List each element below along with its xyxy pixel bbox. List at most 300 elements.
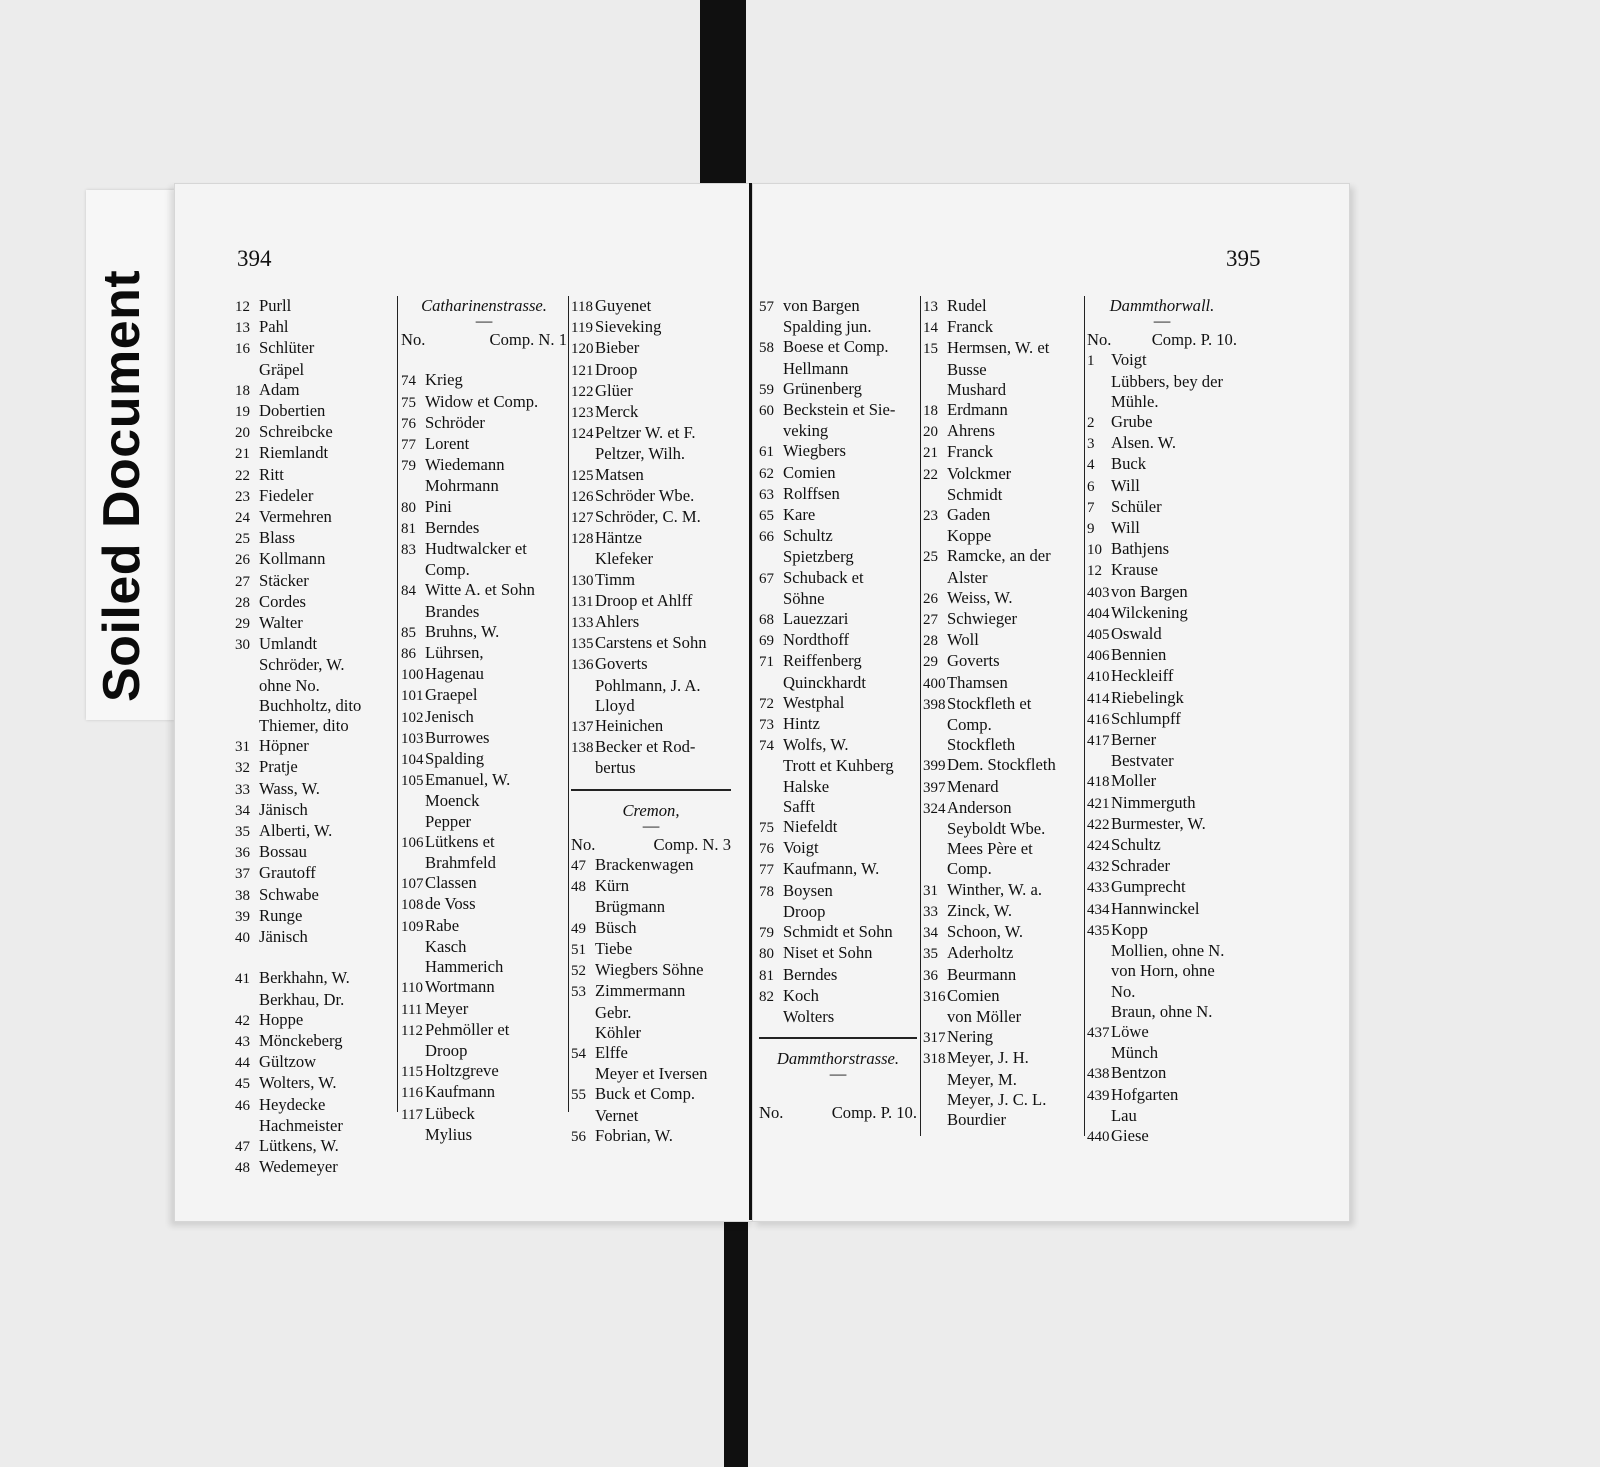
directory-entry: Peltzer, Wilh. [595, 444, 686, 464]
directory-entry [923, 630, 1083, 651]
house-number: 25 [923, 549, 938, 566]
directory-entry [401, 518, 567, 539]
directory-entry [235, 486, 395, 507]
house-number: 30 [235, 637, 250, 654]
company-header: No. Comp. P. 10. [759, 1103, 917, 1123]
resident-name: Meyer, J. H. [947, 1048, 1029, 1068]
company-header: No. Comp. N. 1 [401, 330, 567, 350]
directory-entry [923, 922, 1083, 943]
resident-name: Vermehren [259, 507, 332, 527]
house-number: 324 [923, 800, 946, 817]
directory-entry: Mees Père et [947, 839, 1033, 859]
resident-name: Heinichen [595, 716, 664, 736]
resident-name: Niefeldt [783, 817, 838, 837]
resident-name: Winther, W. a. [947, 879, 1042, 899]
house-number: 424 [1087, 838, 1110, 855]
directory-entry: Alster [947, 567, 988, 587]
house-number: 124 [571, 426, 594, 443]
directory-entry [759, 693, 917, 714]
directory-entry [923, 901, 1083, 922]
column-6-list [1087, 350, 1237, 1147]
directory-entry: Moenck [425, 791, 480, 811]
directory-entry [759, 735, 917, 756]
directory-entry [759, 441, 917, 462]
directory-entry [235, 571, 395, 592]
resident-name: Alsen. W. [1111, 433, 1176, 453]
directory-entry [1087, 920, 1237, 941]
house-number: 318 [923, 1051, 946, 1068]
resident-name: Anderson [947, 797, 1012, 817]
house-number: 128 [571, 531, 594, 548]
house-number: 62 [759, 465, 774, 482]
column-divider [1084, 296, 1085, 1136]
resident-name: Schwabe [259, 884, 319, 904]
resident-name: Purll [259, 296, 292, 315]
directory-entry [401, 539, 567, 560]
house-number: 414 [1087, 690, 1110, 707]
directory-entry [923, 505, 1083, 526]
house-number: 20 [923, 424, 938, 441]
house-number: 13 [923, 299, 938, 315]
house-number: 316 [923, 988, 946, 1005]
resident-name: Grautoff [259, 863, 316, 883]
house-number: 61 [759, 444, 774, 461]
resident-name: Gültzow [259, 1052, 317, 1072]
column-4-list [759, 296, 917, 1027]
house-number: 9 [1087, 521, 1095, 538]
section-rule [571, 789, 731, 791]
resident-name: Kürn [595, 876, 630, 896]
directory-entry [1087, 624, 1237, 645]
house-number: 36 [923, 967, 938, 984]
resident-name: von Bargen [783, 296, 860, 315]
house-number: 81 [401, 520, 416, 537]
directory-entry: Gräpel [259, 359, 305, 379]
resident-name: Zimmermann [595, 981, 686, 1001]
column-divider [568, 296, 569, 1112]
house-number: 75 [401, 394, 416, 411]
house-number: 400 [923, 675, 946, 692]
resident-name: Woll [947, 630, 979, 650]
directory-entry [1087, 1085, 1237, 1106]
house-number: 403 [1087, 584, 1110, 601]
house-number: 74 [401, 373, 416, 390]
directory-entry [923, 986, 1083, 1007]
resident-name: Schuback et [783, 567, 864, 587]
directory-entry: Gebr. [595, 1002, 632, 1022]
directory-entry [759, 400, 917, 421]
directory-entry [401, 977, 567, 998]
directory-entry [571, 381, 731, 402]
resident-name: Zinck, W. [947, 900, 1012, 920]
binding-clip-bottom [724, 1215, 748, 1467]
directory-entry [1087, 899, 1237, 920]
house-number: 439 [1087, 1087, 1110, 1104]
house-number: 399 [923, 758, 946, 775]
resident-name: Wiedemann [425, 455, 505, 475]
directory-entry: Meyer, M. [947, 1069, 1017, 1089]
directory-entry: von Möller [947, 1006, 1022, 1026]
resident-name: Jänisch [259, 927, 308, 947]
house-number: 80 [401, 499, 416, 516]
resident-name: Nimmerguth [1111, 792, 1196, 812]
house-number: 57 [759, 299, 774, 315]
house-number: 65 [759, 508, 774, 525]
directory-entry: Mollien, ohne N. [1111, 941, 1225, 961]
directory-entry [923, 880, 1083, 901]
resident-name: Stockfleth et [947, 693, 1032, 713]
house-number: 56 [571, 1128, 586, 1145]
resident-name: Höpner [259, 736, 309, 756]
house-number: 106 [401, 834, 424, 851]
resident-name: Krieg [425, 370, 463, 390]
resident-name: Hannwinckel [1111, 898, 1200, 918]
street-heading: Dammthorstrasse. [776, 1049, 900, 1069]
resident-name: Rabe [425, 915, 460, 935]
directory-entry: Spalding jun. [783, 317, 872, 337]
house-number: 23 [235, 488, 250, 505]
directory-entry [235, 1136, 395, 1157]
house-number: 418 [1087, 774, 1110, 791]
resident-name: Comien [783, 462, 836, 482]
directory-entry [1087, 350, 1237, 371]
resident-name: Gaden [947, 505, 991, 525]
directory-entry [401, 622, 567, 643]
directory-entry [235, 885, 395, 906]
directory-entry [1087, 856, 1237, 877]
resident-name: Lauezzari [783, 609, 849, 629]
column-divider [920, 296, 921, 1136]
directory-entry [571, 716, 731, 737]
directory-entry [759, 651, 917, 672]
house-number: 63 [759, 486, 774, 503]
resident-name: Franck [947, 317, 994, 337]
directory-entry [1087, 814, 1237, 835]
house-number: 6 [1087, 478, 1095, 495]
page-number-left: 394 [237, 246, 272, 271]
resident-name: Sieveking [595, 317, 662, 337]
house-number: 53 [571, 984, 586, 1001]
resident-name: Wiegbers Söhne [595, 960, 704, 980]
resident-name: Wass, W. [259, 778, 320, 798]
resident-name: Lütkens, W. [259, 1135, 339, 1155]
house-number: 100 [401, 667, 424, 684]
directory-entry [759, 505, 917, 526]
house-number: 27 [235, 573, 250, 590]
resident-name: Schultz [783, 526, 833, 546]
house-number: 77 [401, 437, 416, 454]
directory-entry [401, 455, 567, 476]
directory-entry [571, 1084, 731, 1105]
directory-entry [401, 770, 567, 791]
directory-entry [571, 507, 731, 528]
directory-entry: Hellmann [783, 358, 849, 378]
house-number: 109 [401, 918, 424, 935]
resident-name: Grünenberg [783, 378, 862, 398]
house-number: 121 [571, 362, 594, 379]
directory-entry [759, 943, 917, 964]
directory-entry [571, 633, 731, 654]
directory-entry [401, 413, 567, 434]
directory-entry [401, 580, 567, 601]
directory-entry [923, 798, 1083, 819]
house-number: 15 [923, 341, 938, 358]
binding-clip-top [700, 0, 746, 186]
house-number: 13 [235, 320, 250, 337]
directory-entry [401, 664, 567, 685]
directory-entry: von Horn, ohne [1111, 961, 1215, 981]
directory-entry [1087, 560, 1237, 581]
directory-entry [571, 981, 731, 1002]
directory-entry: Droop [783, 901, 826, 921]
directory-entry [235, 443, 395, 464]
house-number: 404 [1087, 605, 1110, 622]
house-number: 49 [571, 920, 586, 937]
directory-entry [923, 694, 1083, 715]
directory-entry [759, 526, 917, 547]
resident-name: Will [1111, 518, 1140, 538]
resident-name: Voigt [783, 838, 819, 858]
house-number: 135 [571, 636, 594, 653]
directory-entry [1087, 645, 1237, 666]
house-number: 38 [235, 887, 250, 904]
directory-entry: Bourdier [947, 1109, 1006, 1129]
resident-name: Giese [1111, 1125, 1149, 1145]
directory-entry: Mushard [947, 379, 1006, 399]
directory-entry [759, 463, 917, 484]
column-5-list [923, 296, 1083, 1130]
directory-entry: Mühle. [1111, 391, 1159, 411]
house-number: 83 [401, 542, 416, 559]
resident-name: Ahlers [595, 612, 640, 632]
directory-entry [235, 401, 395, 422]
resident-name: Kopp [1111, 919, 1148, 939]
resident-name: Lütkens et [425, 831, 495, 851]
house-number: 18 [235, 382, 250, 399]
house-number: 36 [235, 845, 250, 862]
resident-name: Schultz [1111, 835, 1161, 855]
house-number: 19 [235, 404, 250, 421]
house-number: 75 [759, 820, 774, 837]
house-number: 22 [235, 467, 250, 484]
directory-entry [1087, 666, 1237, 687]
resident-name: Hudtwalcker et [425, 539, 527, 559]
house-number: 28 [923, 633, 938, 650]
directory-entry [235, 863, 395, 884]
directory-entry [571, 737, 731, 758]
resident-name: Ritt [259, 464, 284, 484]
house-number: 437 [1087, 1024, 1110, 1041]
house-number: 434 [1087, 901, 1110, 918]
house-number: 35 [235, 824, 250, 841]
house-number: 27 [923, 612, 938, 629]
directory-entry: Comp. [425, 560, 470, 580]
resident-name: Kollmann [259, 549, 326, 569]
directory-entry: Vernet [595, 1105, 639, 1125]
house-number: 54 [571, 1045, 586, 1062]
house-number: 21 [923, 445, 938, 462]
resident-name: Bieber [595, 338, 640, 358]
resident-name: Bennien [1111, 645, 1167, 665]
directory-entry [1087, 1126, 1237, 1147]
directory-entry: Meyer, J. C. L. [947, 1089, 1047, 1109]
house-number: 39 [235, 908, 250, 925]
directory-entry [1087, 454, 1237, 475]
house-number: 79 [401, 458, 416, 475]
directory-entry [1087, 497, 1237, 518]
directory-entry [571, 528, 731, 549]
resident-name: Glüer [595, 380, 633, 400]
house-number: 440 [1087, 1128, 1110, 1145]
directory-entry: Köhler [595, 1022, 642, 1042]
directory-entry [571, 876, 731, 897]
house-number: 82 [759, 988, 774, 1005]
house-number: 433 [1087, 880, 1110, 897]
left-page [174, 183, 754, 1222]
directory-entry [1087, 582, 1237, 603]
resident-name: Pehmöller et [425, 1019, 510, 1039]
resident-name: Pahl [259, 317, 289, 337]
soiled-document-label [86, 190, 174, 720]
house-number: 22 [923, 466, 938, 483]
house-number: 47 [571, 858, 586, 875]
resident-name: Hagenau [425, 664, 484, 684]
directory-entry: ohne No. [259, 675, 320, 695]
house-number: 12 [235, 299, 250, 315]
house-number: 67 [759, 570, 774, 587]
house-number: 72 [759, 695, 774, 712]
directory-entry [401, 999, 567, 1020]
house-number: 438 [1087, 1066, 1110, 1083]
resident-name: Adam [259, 379, 300, 399]
directory-entry [235, 927, 395, 948]
directory-entry [235, 592, 395, 613]
house-number: 138 [571, 740, 594, 757]
resident-name: Droop et Ahlff [595, 590, 693, 610]
house-number: 14 [923, 320, 938, 337]
directory-entry [759, 881, 917, 902]
company-header: No. Comp. P. 10. [1087, 330, 1237, 350]
directory-entry [923, 609, 1083, 630]
directory-entry [759, 922, 917, 943]
resident-name: Erdmann [947, 400, 1008, 420]
directory-entry [571, 855, 731, 876]
resident-name: Beurmann [947, 964, 1017, 984]
directory-entry [923, 546, 1083, 567]
directory-entry [571, 939, 731, 960]
resident-name: Guyenet [595, 296, 652, 315]
column-1b-list [235, 968, 395, 1178]
directory-entry [923, 777, 1083, 798]
column-3-list [571, 296, 731, 779]
resident-name: Hoppe [259, 1009, 304, 1029]
house-number: 10 [1087, 542, 1102, 559]
column-divider [397, 296, 398, 1112]
resident-name: Westphal [783, 692, 845, 712]
house-number: 101 [401, 688, 424, 705]
resident-name: Wortmann [425, 977, 495, 997]
directory-entry: Hachmeister [259, 1115, 343, 1135]
directory-entry [571, 317, 731, 338]
directory-entry: Pepper [425, 811, 472, 831]
house-number: 31 [923, 882, 938, 899]
directory-entry: Münch [1111, 1043, 1159, 1063]
house-number: 116 [401, 1085, 423, 1102]
resident-name: Wedemeyer [259, 1157, 338, 1177]
resident-name: Merck [595, 402, 639, 422]
resident-name: Cordes [259, 591, 307, 611]
resident-name: Emanuel, W. [425, 770, 511, 790]
resident-name: Ahrens [947, 421, 995, 441]
house-number: 34 [235, 802, 250, 819]
right-page [752, 183, 1350, 1222]
resident-name: Schüler [1111, 496, 1162, 516]
directory-entry [571, 1126, 731, 1147]
directory-entry: Mohrmann [425, 476, 499, 496]
house-number: 105 [401, 773, 424, 790]
resident-name: Brackenwagen [595, 855, 694, 875]
house-number: 118 [571, 299, 593, 315]
directory-entry [571, 423, 731, 444]
resident-name: Koch [783, 985, 819, 1005]
directory-entry [401, 497, 567, 518]
house-number: 74 [759, 738, 774, 755]
directory-entry [1087, 835, 1237, 856]
directory-entry [571, 570, 731, 591]
directory-entry [401, 370, 567, 391]
house-number: 55 [571, 1087, 586, 1104]
house-number: 86 [401, 646, 416, 663]
directory-entry: Schmidt [947, 484, 1003, 504]
resident-name: Ramcke, an der [947, 546, 1051, 566]
directory-entry [923, 1048, 1083, 1069]
directory-entry [571, 296, 731, 317]
directory-entry [571, 465, 731, 486]
house-number: 410 [1087, 669, 1110, 686]
resident-name: Alberti, W. [259, 821, 333, 841]
column-2: Catharinenstrasse. — No. Comp. N. 1 74 Krieg 75 Widow et Comp. 76 Schröder 77 Lorent 79 Wiedemann Mohrmann 80 Pini 81 Berndes 83 Hudtwalcker et Comp. 84 Witte A. et Sohn Brandes 85 Bruhns, W. 86 Lührsen, 100Hagenau 101Graepel 102Jenisch 103Burrowes 104Spalding 105Emanuel, W. Moenck Pepper 106Lütkens et Brahmfeld 107Classen 108de Voss 109Rabe Kasch Hammerich 110 Wortmann 111 Meyer 112 Pehmöller et Droop 115 Holtzgreve 116 Kaufmann 117 Lübeck Mylius [401, 296, 567, 1144]
resident-name: Boese et Comp. [783, 337, 889, 357]
directory-entry [401, 434, 567, 455]
directory-entry [235, 821, 395, 842]
directory-entry: Klefeker [595, 549, 654, 569]
directory-entry [235, 1157, 395, 1178]
directory-entry: No. [1111, 981, 1136, 1001]
house-number: 18 [923, 403, 938, 420]
house-number: 2 [1087, 415, 1095, 432]
directory-entry [401, 749, 567, 770]
directory-entry [923, 442, 1083, 463]
resident-name: Kaufmann, W. [783, 859, 880, 879]
resident-name: Krause [1111, 560, 1158, 580]
resident-name: Comien [947, 985, 1000, 1005]
house-number: 60 [759, 403, 774, 420]
directory-entry [759, 986, 917, 1007]
house-number: 35 [923, 946, 938, 963]
resident-name: Oswald [1111, 624, 1162, 644]
house-number: 31 [235, 739, 250, 756]
resident-name: Timm [595, 569, 635, 589]
house-number: 421 [1087, 795, 1110, 812]
directory-entry: Lau [1111, 1105, 1137, 1125]
house-number: 52 [571, 963, 586, 980]
house-number: 7 [1087, 499, 1095, 516]
directory-entry: Trott et Kuhberg [783, 756, 894, 776]
street-heading: Catharinenstrasse. [421, 296, 547, 315]
resident-name: Wiegbers [783, 441, 846, 461]
directory-entry [401, 728, 567, 749]
house-number: 317 [923, 1030, 946, 1047]
